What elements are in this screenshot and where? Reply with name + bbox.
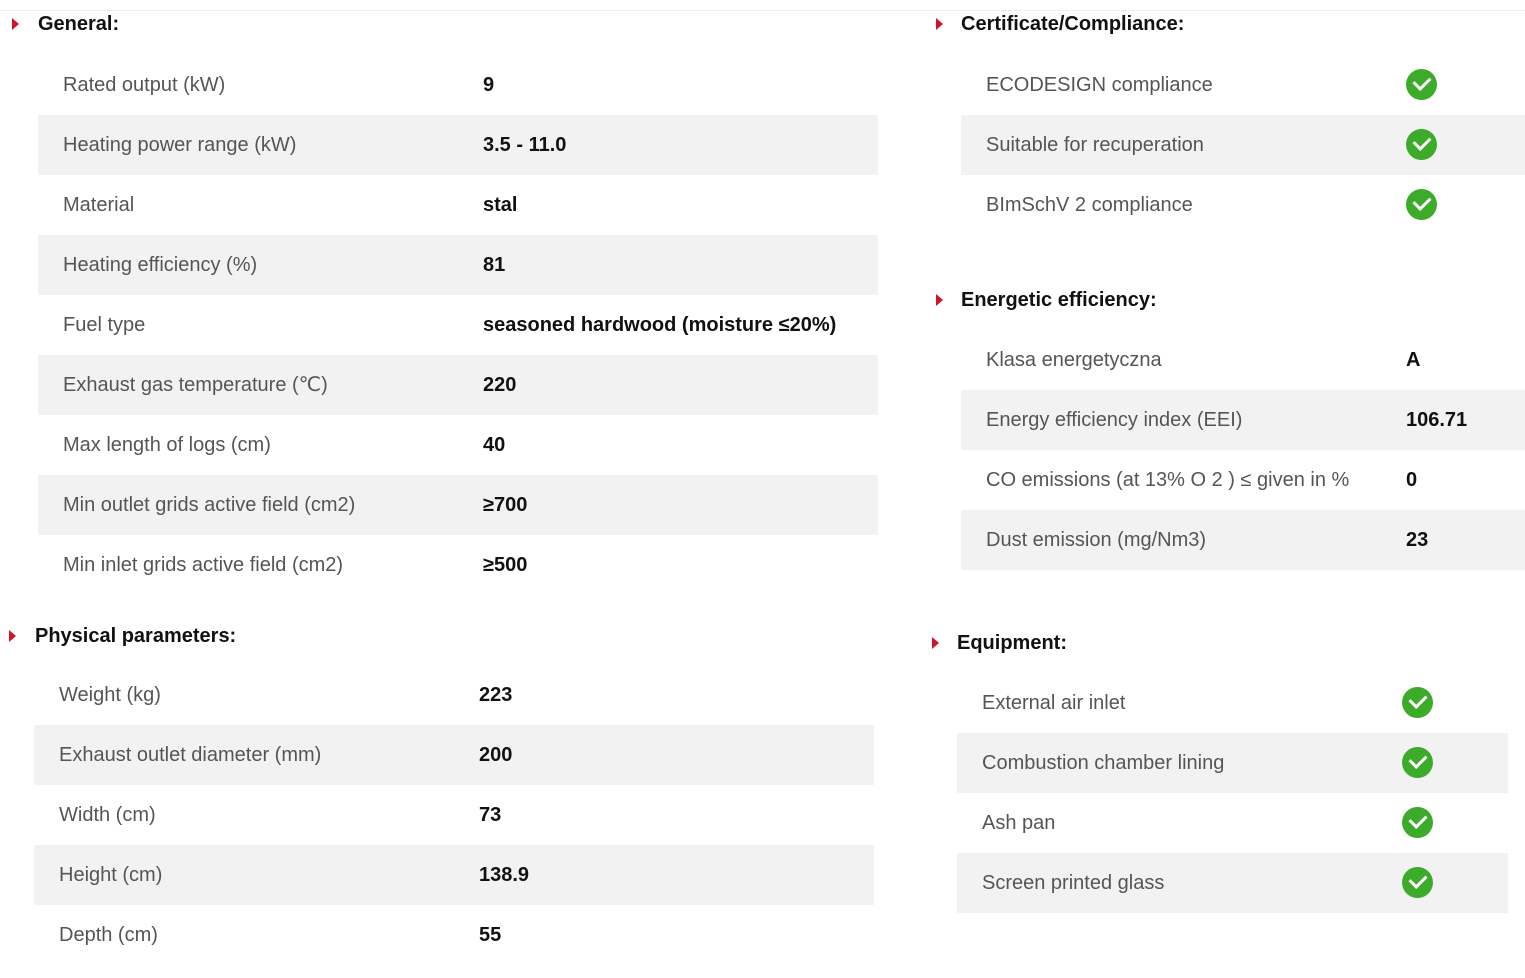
physical-section xyxy=(0,621,880,946)
row-label: CO emissions (at 13% O 2 ) ≤ given in % xyxy=(986,469,1350,491)
equipment-title: Equipment: xyxy=(957,631,1067,654)
equipment-table xyxy=(957,673,1508,913)
caret-right-icon xyxy=(12,18,19,30)
row-label: Depth (cm) xyxy=(59,924,158,946)
certificate-section xyxy=(930,9,1525,216)
table-row xyxy=(34,665,874,725)
check-circle-icon xyxy=(1402,747,1433,778)
equipment-section xyxy=(926,628,1516,894)
row-value: 0 xyxy=(1406,469,1418,491)
table-row xyxy=(34,905,874,965)
energetic-title: Energetic efficiency: xyxy=(961,288,1157,311)
row-label: ECODESIGN compliance xyxy=(986,74,1213,96)
table-row xyxy=(38,115,878,175)
check-circle-icon xyxy=(1402,687,1433,718)
row-label: Material xyxy=(63,194,135,216)
row-value: seasoned hardwood (moisture ≤20%) xyxy=(483,314,837,336)
table-row xyxy=(957,853,1508,913)
row-label: Max length of logs (cm) xyxy=(63,434,271,456)
row-value: 81 xyxy=(483,254,506,276)
table-row xyxy=(961,450,1525,510)
energetic-header[interactable] xyxy=(930,285,1525,315)
table-row xyxy=(957,733,1508,793)
row-label: Combustion chamber lining xyxy=(982,752,1225,774)
physical-title: Physical parameters: xyxy=(35,624,237,647)
energetic-section xyxy=(930,285,1525,551)
table-row xyxy=(38,355,878,415)
general-table xyxy=(38,55,878,595)
row-label: Ash pan xyxy=(982,812,1056,834)
physical-table xyxy=(34,665,874,965)
table-row xyxy=(961,115,1525,175)
certificate-table xyxy=(961,55,1525,235)
check-circle-icon xyxy=(1406,189,1437,220)
caret-right-icon xyxy=(9,630,16,642)
row-value: 200 xyxy=(479,744,513,766)
row-value: 23 xyxy=(1406,529,1429,551)
row-value: 73 xyxy=(479,804,502,826)
table-row xyxy=(38,235,878,295)
table-row xyxy=(961,390,1525,450)
row-value: A xyxy=(1406,349,1421,371)
row-label: Dust emission (mg/Nm3) xyxy=(986,529,1207,551)
row-label: Energy efficiency index (EEI) xyxy=(986,409,1243,431)
check-circle-icon xyxy=(1402,807,1433,838)
table-row xyxy=(34,725,874,785)
row-value: 40 xyxy=(483,434,506,456)
row-label: Exhaust gas temperature (℃) xyxy=(63,374,328,396)
table-row xyxy=(957,673,1508,733)
caret-right-icon xyxy=(936,18,943,30)
row-value: 223 xyxy=(479,684,513,706)
row-value: 220 xyxy=(483,374,517,396)
row-label: Heating power range (kW) xyxy=(63,134,297,156)
check-circle-icon xyxy=(1406,129,1437,160)
general-header[interactable] xyxy=(0,9,880,39)
caret-right-icon xyxy=(932,637,939,649)
row-label: Rated output (kW) xyxy=(63,74,226,96)
table-row xyxy=(961,175,1525,235)
row-label: Suitable for recuperation xyxy=(986,134,1204,156)
row-label: Height (cm) xyxy=(59,864,163,886)
row-label: Min outlet grids active field (cm2) xyxy=(63,494,356,516)
row-value: 3.5 - 11.0 xyxy=(483,134,567,156)
table-row xyxy=(38,295,878,355)
row-label: Width (cm) xyxy=(59,804,156,826)
general-title: General: xyxy=(38,12,120,35)
check-circle-icon xyxy=(1406,69,1437,100)
row-label: Weight (kg) xyxy=(59,684,161,706)
table-row xyxy=(38,415,878,475)
row-value: ≥700 xyxy=(483,494,528,516)
equipment-header[interactable] xyxy=(926,628,1516,658)
table-row xyxy=(38,475,878,535)
table-row xyxy=(38,535,878,595)
row-value: stal xyxy=(483,194,518,216)
table-row xyxy=(38,55,878,115)
table-row xyxy=(961,55,1525,115)
row-label: Heating efficiency (%) xyxy=(63,254,258,276)
row-label: External air inlet xyxy=(982,692,1126,714)
row-value: 55 xyxy=(479,924,502,946)
row-label: Fuel type xyxy=(63,314,146,336)
row-label: Screen printed glass xyxy=(982,872,1165,894)
row-label: Exhaust outlet diameter (mm) xyxy=(59,744,322,766)
energetic-table xyxy=(961,330,1525,570)
check-circle-icon xyxy=(1402,867,1433,898)
physical-header[interactable] xyxy=(0,621,880,651)
general-section xyxy=(0,9,880,576)
table-row xyxy=(961,330,1525,390)
table-row xyxy=(34,785,874,845)
table-row xyxy=(961,510,1525,570)
row-label: BImSchV 2 compliance xyxy=(986,194,1193,216)
table-row xyxy=(34,845,874,905)
certificate-title: Certificate/Compliance: xyxy=(961,12,1185,35)
row-value: 106.71 xyxy=(1406,409,1468,431)
table-row xyxy=(957,793,1508,853)
row-label: Klasa energetyczna xyxy=(986,349,1162,371)
row-value: 9 xyxy=(483,74,495,96)
certificate-header[interactable] xyxy=(930,9,1525,39)
table-row xyxy=(38,175,878,235)
row-label: Min inlet grids active field (cm2) xyxy=(63,554,344,576)
row-value: 138.9 xyxy=(479,864,530,886)
caret-right-icon xyxy=(936,294,943,306)
row-value: ≥500 xyxy=(483,554,528,576)
